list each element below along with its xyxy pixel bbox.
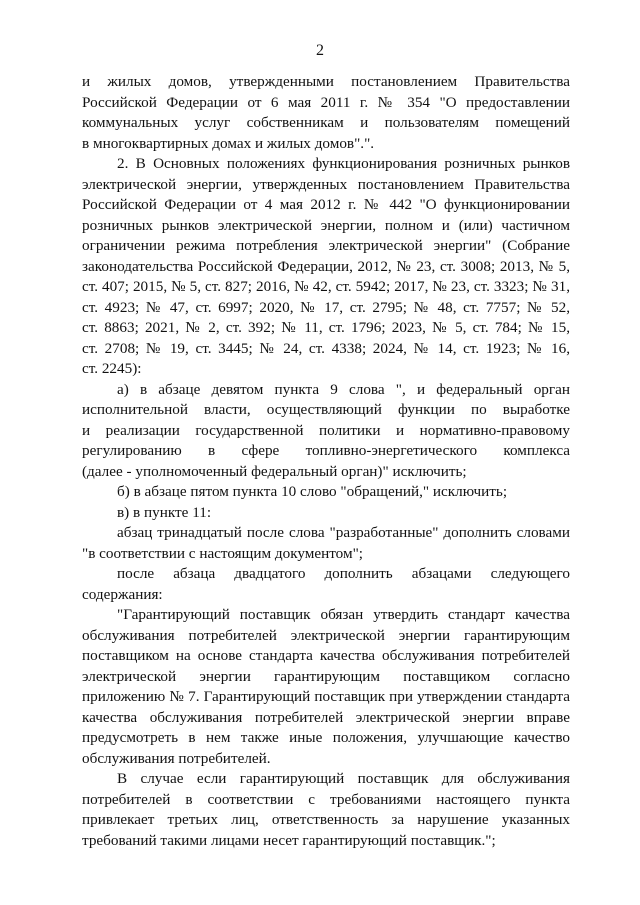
text-line: Российской Федерации от 6 мая 2011 г. № 354 "О предоставлении <box>82 93 570 111</box>
paragraph <box>82 605 570 769</box>
text-line: качества обслуживания потребителей электрической энергии вправе <box>82 708 570 726</box>
text-line: ст. 2245): <box>82 360 142 377</box>
text-line: коммунальных услуг собственникам и пользователям помещений <box>82 114 570 131</box>
text-line: ст. 8863; 2021, № 2, ст. 392; № 11, ст. 1796; 2023, № 5, ст. 784; № 15, <box>82 319 570 336</box>
paragraph <box>82 564 570 605</box>
text-line: после абзаца двадцатого дополнить абзацами следующего <box>117 565 570 582</box>
text-line: требований такими лицами несет гарантирующий поставщик."; <box>82 831 496 849</box>
text-line: розничных рынков электрической энергии, полном и (или) частичном <box>82 216 570 234</box>
text-line: электрической энергии гарантирующим поставщиком согласно <box>82 667 570 685</box>
text-line: содержания: <box>82 585 163 603</box>
text-line: б) в абзаце пятом пункта 10 слово "обращений," исключить; <box>117 483 508 500</box>
text-line: регулированию в сфере топливно-энергетического комплекса <box>82 442 570 459</box>
paragraph <box>82 503 570 524</box>
text-line: и реализации государственной политики и нормативно-правовому <box>82 421 570 439</box>
paragraph <box>82 482 570 503</box>
text-line: исполнительной власти, осуществляющий функции по выработке <box>82 401 570 418</box>
text-line: в многоквартирных домах и жилых домов".". <box>82 134 375 152</box>
page-number: 2 <box>316 42 324 59</box>
paragraph <box>82 154 570 380</box>
text-line: привлекает третьих лиц, ответственность за нарушение указанных <box>82 811 570 828</box>
text-line: В случае если гарантирующий поставщик для обслуживания <box>117 770 570 787</box>
document-body <box>82 72 570 851</box>
text-line: 2. В Основных положениях функционирования розничных рынков <box>117 155 570 172</box>
text-line: а) в абзаце девятом пункта 9 слова ", и федеральный орган <box>117 380 570 398</box>
paragraph <box>82 72 570 154</box>
text-line: приложению № 7. Гарантирующий поставщик при утверждении стандарта <box>82 688 570 705</box>
text-line: Российской Федерации от 4 мая 2012 г. № 442 "О функционировании <box>82 196 570 213</box>
text-line: в) в пункте 11: <box>117 503 212 521</box>
text-line: и жилых домов, утвержденными постановлением Правительства <box>82 73 570 90</box>
text-line: ст. 2708; № 19, ст. 3445; № 24, ст. 4338; 2024, № 14, ст. 1923; № 16, <box>82 339 570 357</box>
text-line: "Гарантирующий поставщик обязан утвердить стандарт качества <box>117 606 570 623</box>
text-line: (далее - уполномоченный федеральный орган)" исключить; <box>82 462 467 480</box>
text-line: поставщиком на основе стандарта качества обслуживания потребителей <box>82 647 570 664</box>
text-line: обслуживания потребителей электрической энергии гарантирующим <box>82 626 570 644</box>
paragraph <box>82 380 570 483</box>
text-line: абзац тринадцатый после слова "разработанные" дополнить словами <box>117 524 570 541</box>
text-line: электрической энергии, утвержденных постановлением Правительства <box>82 175 570 193</box>
text-line: ограничении режима потребления электрической энергии" (Собрание <box>82 237 570 254</box>
paragraph <box>82 523 570 564</box>
text-line: "в соответствии с настоящим документом"; <box>82 544 364 562</box>
text-line: обслуживания потребителей. <box>82 749 271 767</box>
text-line: ст. 407; 2015, № 5, ст. 827; 2016, № 42, ст. 5942; 2017, № 23, ст. 3323; № 31, <box>82 278 570 295</box>
text-line: ст. 4923; № 47, ст. 6997; 2020, № 17, ст. 2795; № 48, ст. 7757; № 52, <box>82 298 570 316</box>
text-line: законодательства Российской Федерации, 2012, № 23, ст. 3008; 2013, № 5, <box>82 257 570 275</box>
text-line: предусмотреть в нем также иные положения, улучшающие качество <box>82 729 570 746</box>
text-line: потребителей в соответствии с требованиями настоящего пункта <box>82 790 570 808</box>
paragraph <box>82 769 570 851</box>
